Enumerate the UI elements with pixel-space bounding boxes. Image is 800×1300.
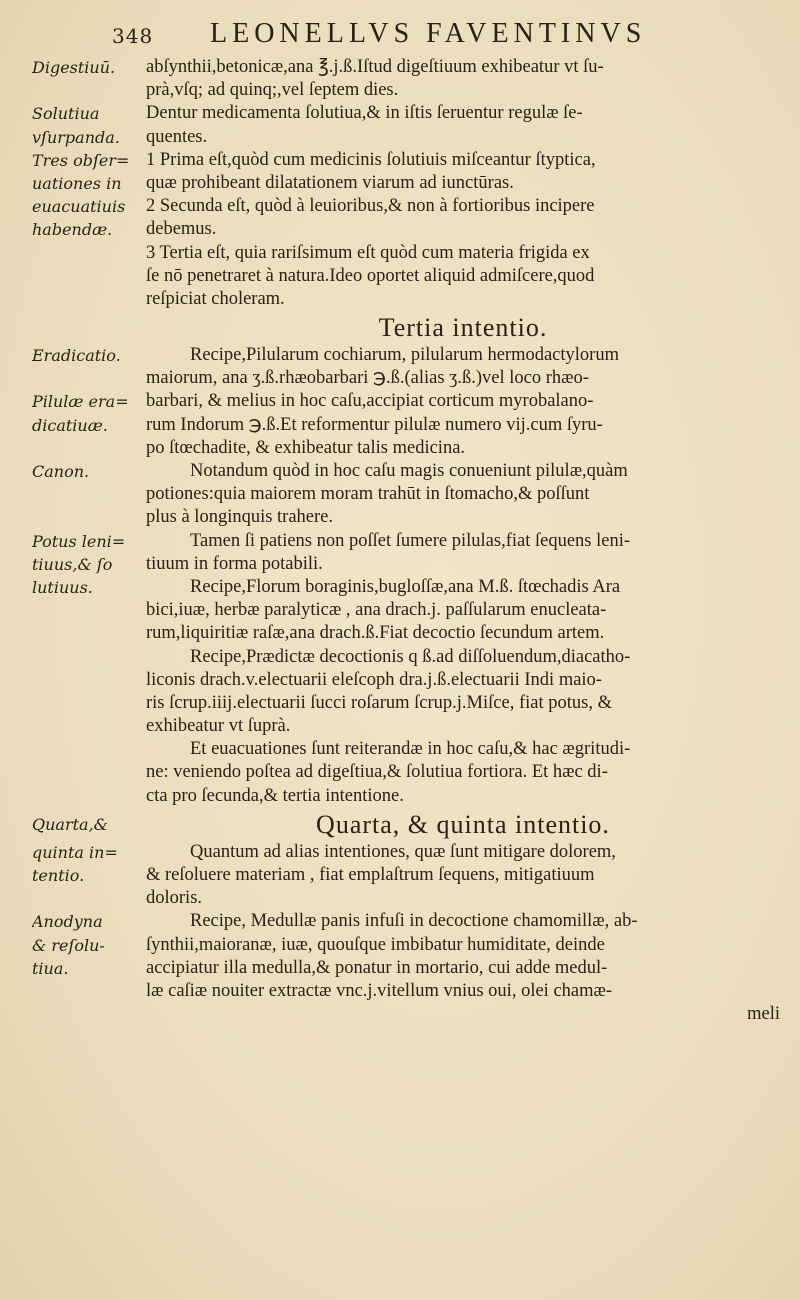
body-line: exhibeatur vt ſuprà. <box>146 716 291 737</box>
text-line <box>0 761 800 784</box>
text-line <box>0 934 800 957</box>
catchword: meli <box>747 1004 780 1025</box>
body-line: ſe nō penetraret à natura.Ideo oportet aliquid admiſcere,quod <box>146 265 595 286</box>
text-line <box>0 715 800 738</box>
text-line <box>0 530 800 553</box>
text-line <box>0 242 800 265</box>
margin-note: Eradicatio. <box>32 346 121 366</box>
text-line <box>0 390 800 413</box>
body-line: prà,vſq; ad quinq;,vel ſeptem dies. <box>146 80 399 101</box>
text-line <box>0 56 800 79</box>
text-line <box>0 102 800 125</box>
text-line <box>0 506 800 529</box>
margin-note: vſurpanda. <box>32 127 120 147</box>
margin-note: lutiuus. <box>32 577 93 597</box>
text-line <box>0 265 800 288</box>
margin-note: Quarta,& <box>32 814 108 834</box>
body-line: 3 Tertia eſt, quia rariſsimum eſt quòd cum materia frigida ex <box>146 242 590 263</box>
margin-note: Solutiua <box>32 104 100 124</box>
text-line <box>0 622 800 645</box>
text-line <box>0 576 800 599</box>
text-line <box>0 483 800 506</box>
margin-note: & reſolu- <box>32 935 105 955</box>
margin-note: dicatiuæ. <box>32 415 108 435</box>
text-line <box>0 692 800 715</box>
body-line: 2 Secunda eſt, quòd à leuioribus,& non à fortioribus incipere <box>146 196 595 217</box>
body-line: abſynthii,betonicæ,ana ℥.j.ß.Iſtud digeſtiuum exhibeatur vt ſu- <box>146 57 604 77</box>
text-line <box>0 785 800 808</box>
body-line: barbari, & melius in hoc caſu,accipiat corticum myrobalano- <box>146 391 594 412</box>
text-body <box>0 56 800 1026</box>
text-line <box>0 367 800 390</box>
text-line <box>0 841 800 864</box>
text-line <box>0 414 800 437</box>
margin-note: euacuatiuis <box>32 197 126 217</box>
text-line <box>0 669 800 692</box>
running-title: LEONELLVS FAVENTINVS <box>210 18 647 49</box>
text-line <box>0 957 800 980</box>
body-line: Et euacuationes ſunt reiterandæ in hoc caſu,& hac ægritudi- <box>190 739 631 760</box>
text-line <box>0 218 800 241</box>
section-heading: Quarta, & quinta intentio. <box>316 809 610 839</box>
margin-note: Canon. <box>32 462 90 481</box>
margin-note: habendæ. <box>32 220 113 240</box>
body-line: ne: veniendo poſtea ad digeſtiua,& ſolutiua fortiora. Et hæc di- <box>146 762 608 783</box>
page-number: 348 <box>112 24 154 48</box>
text-line <box>0 79 800 102</box>
text-line <box>0 887 800 910</box>
section-heading-row <box>0 808 800 841</box>
text-line <box>0 149 800 172</box>
page-header <box>0 18 800 54</box>
body-line: rum,liquiritiæ raſæ,ana drach.ß.Fiat decoctio ſecundum artem. <box>146 623 605 644</box>
body-line: reſpiciat choleram. <box>146 288 285 309</box>
body-line: & reſoluere materiam , fiat emplaſtrum ſequens, mitigatiuum <box>146 865 595 885</box>
margin-note: Pilulæ era= <box>32 392 129 412</box>
text-line <box>0 910 800 933</box>
text-line <box>0 646 800 669</box>
margin-note: quinta in= <box>32 842 118 862</box>
text-line <box>0 553 800 576</box>
body-line: bici,iuæ, herbæ paralyticæ , ana drach.j. paſſularum enucleata- <box>146 600 607 621</box>
margin-note: uationes in <box>32 173 122 193</box>
body-line: ſynthii,maioranæ, iuæ, quouſque imbibatur humiditate, deinde <box>146 934 605 955</box>
text-line <box>0 344 800 367</box>
catchword-row <box>0 1003 800 1026</box>
text-line <box>0 738 800 761</box>
margin-note: Anodyna <box>32 912 103 932</box>
margin-note: tiuus,& ſo <box>32 554 113 574</box>
body-line: plus à longinquis trahere. <box>146 507 334 528</box>
body-line: quæ prohibeant dilatationem viarum ad iunctūras. <box>146 172 514 193</box>
body-line: Dentur medicamenta ſolutiua,& in iſtis ſeruentur regulæ ſe- <box>146 103 583 124</box>
body-line: Recipe,Prædictæ decoctionis q ß.ad diſſoluendum,diacatho- <box>190 646 631 667</box>
body-line: Recipe,Pilularum cochiarum, pilularum hermodactylorum <box>190 345 619 366</box>
margin-note: Digestiuū. <box>32 58 116 77</box>
text-line <box>0 195 800 218</box>
margin-note: Potus leni= <box>32 531 126 551</box>
body-line: quentes. <box>146 126 208 147</box>
text-line <box>0 864 800 887</box>
text-line <box>0 599 800 622</box>
section-heading: Tertia intentio. <box>378 313 548 343</box>
margin-note: tentio. <box>32 866 85 885</box>
body-line: læ caſiæ nouiter extractæ vnc.j.vitellum vnius oui, olei chamæ- <box>146 980 613 1001</box>
body-line: rum Indorum ℈.ß.Et reformentur pilulæ numero vij.cum ſyru- <box>146 414 603 435</box>
body-line: debemus. <box>146 219 217 240</box>
body-line: doloris. <box>146 888 203 909</box>
body-line: maiorum, ana ʒ.ß.rhæobarbari ℈.ß.(alias ʒ.ß.)vel loco rhæo- <box>146 368 589 389</box>
body-line: Tamen ſi patiens non poſſet ſumere pilulas,fiat ſequens leni- <box>190 530 631 551</box>
body-line: 1 Prima eſt,quòd cum medicinis ſolutiuis miſceantur ſtyptica, <box>146 149 596 170</box>
text-line <box>0 460 800 483</box>
body-line: Recipe, Medullæ panis infuſi in decoctione chamomillæ, ab- <box>190 911 638 932</box>
body-line: cta pro ſecunda,& tertia intentione. <box>146 785 404 806</box>
text-line <box>0 172 800 195</box>
body-line: Recipe,Florum boraginis,bugloſſæ,ana M.ß. ſtœchadis Ara <box>190 576 621 597</box>
body-line: tiuum in forma potabili. <box>146 553 323 574</box>
body-line: potiones:quia maiorem moram trahūt in ſtomacho,& poſſunt <box>146 484 590 505</box>
body-line: Notandum quòd in hoc caſu magis conueniunt pilulæ,quàm <box>190 461 628 481</box>
body-line: liconis drach.v.electuarii eleſcoph dra.j.ß.electuarii Indi maio- <box>146 669 602 690</box>
text-line <box>0 126 800 149</box>
section-heading-row <box>0 311 800 344</box>
body-line: ris ſcrup.iiij.electuarii ſucci roſarum ſcrup.j.Miſce, fiat potus, & <box>146 692 612 713</box>
margin-note: Tres obſer= <box>32 150 130 170</box>
text-line <box>0 288 800 311</box>
text-line <box>0 980 800 1003</box>
body-line: Quantum ad alias intentiones, quæ ſunt mitigare dolorem, <box>190 841 616 862</box>
body-line: po ſtœchadite, & exhibeatur talis medicina. <box>146 437 466 458</box>
text-line <box>0 437 800 460</box>
margin-note: tiua. <box>32 958 69 978</box>
body-line: accipiatur illa medulla,& ponatur in mortario, cui adde medul- <box>146 957 608 978</box>
